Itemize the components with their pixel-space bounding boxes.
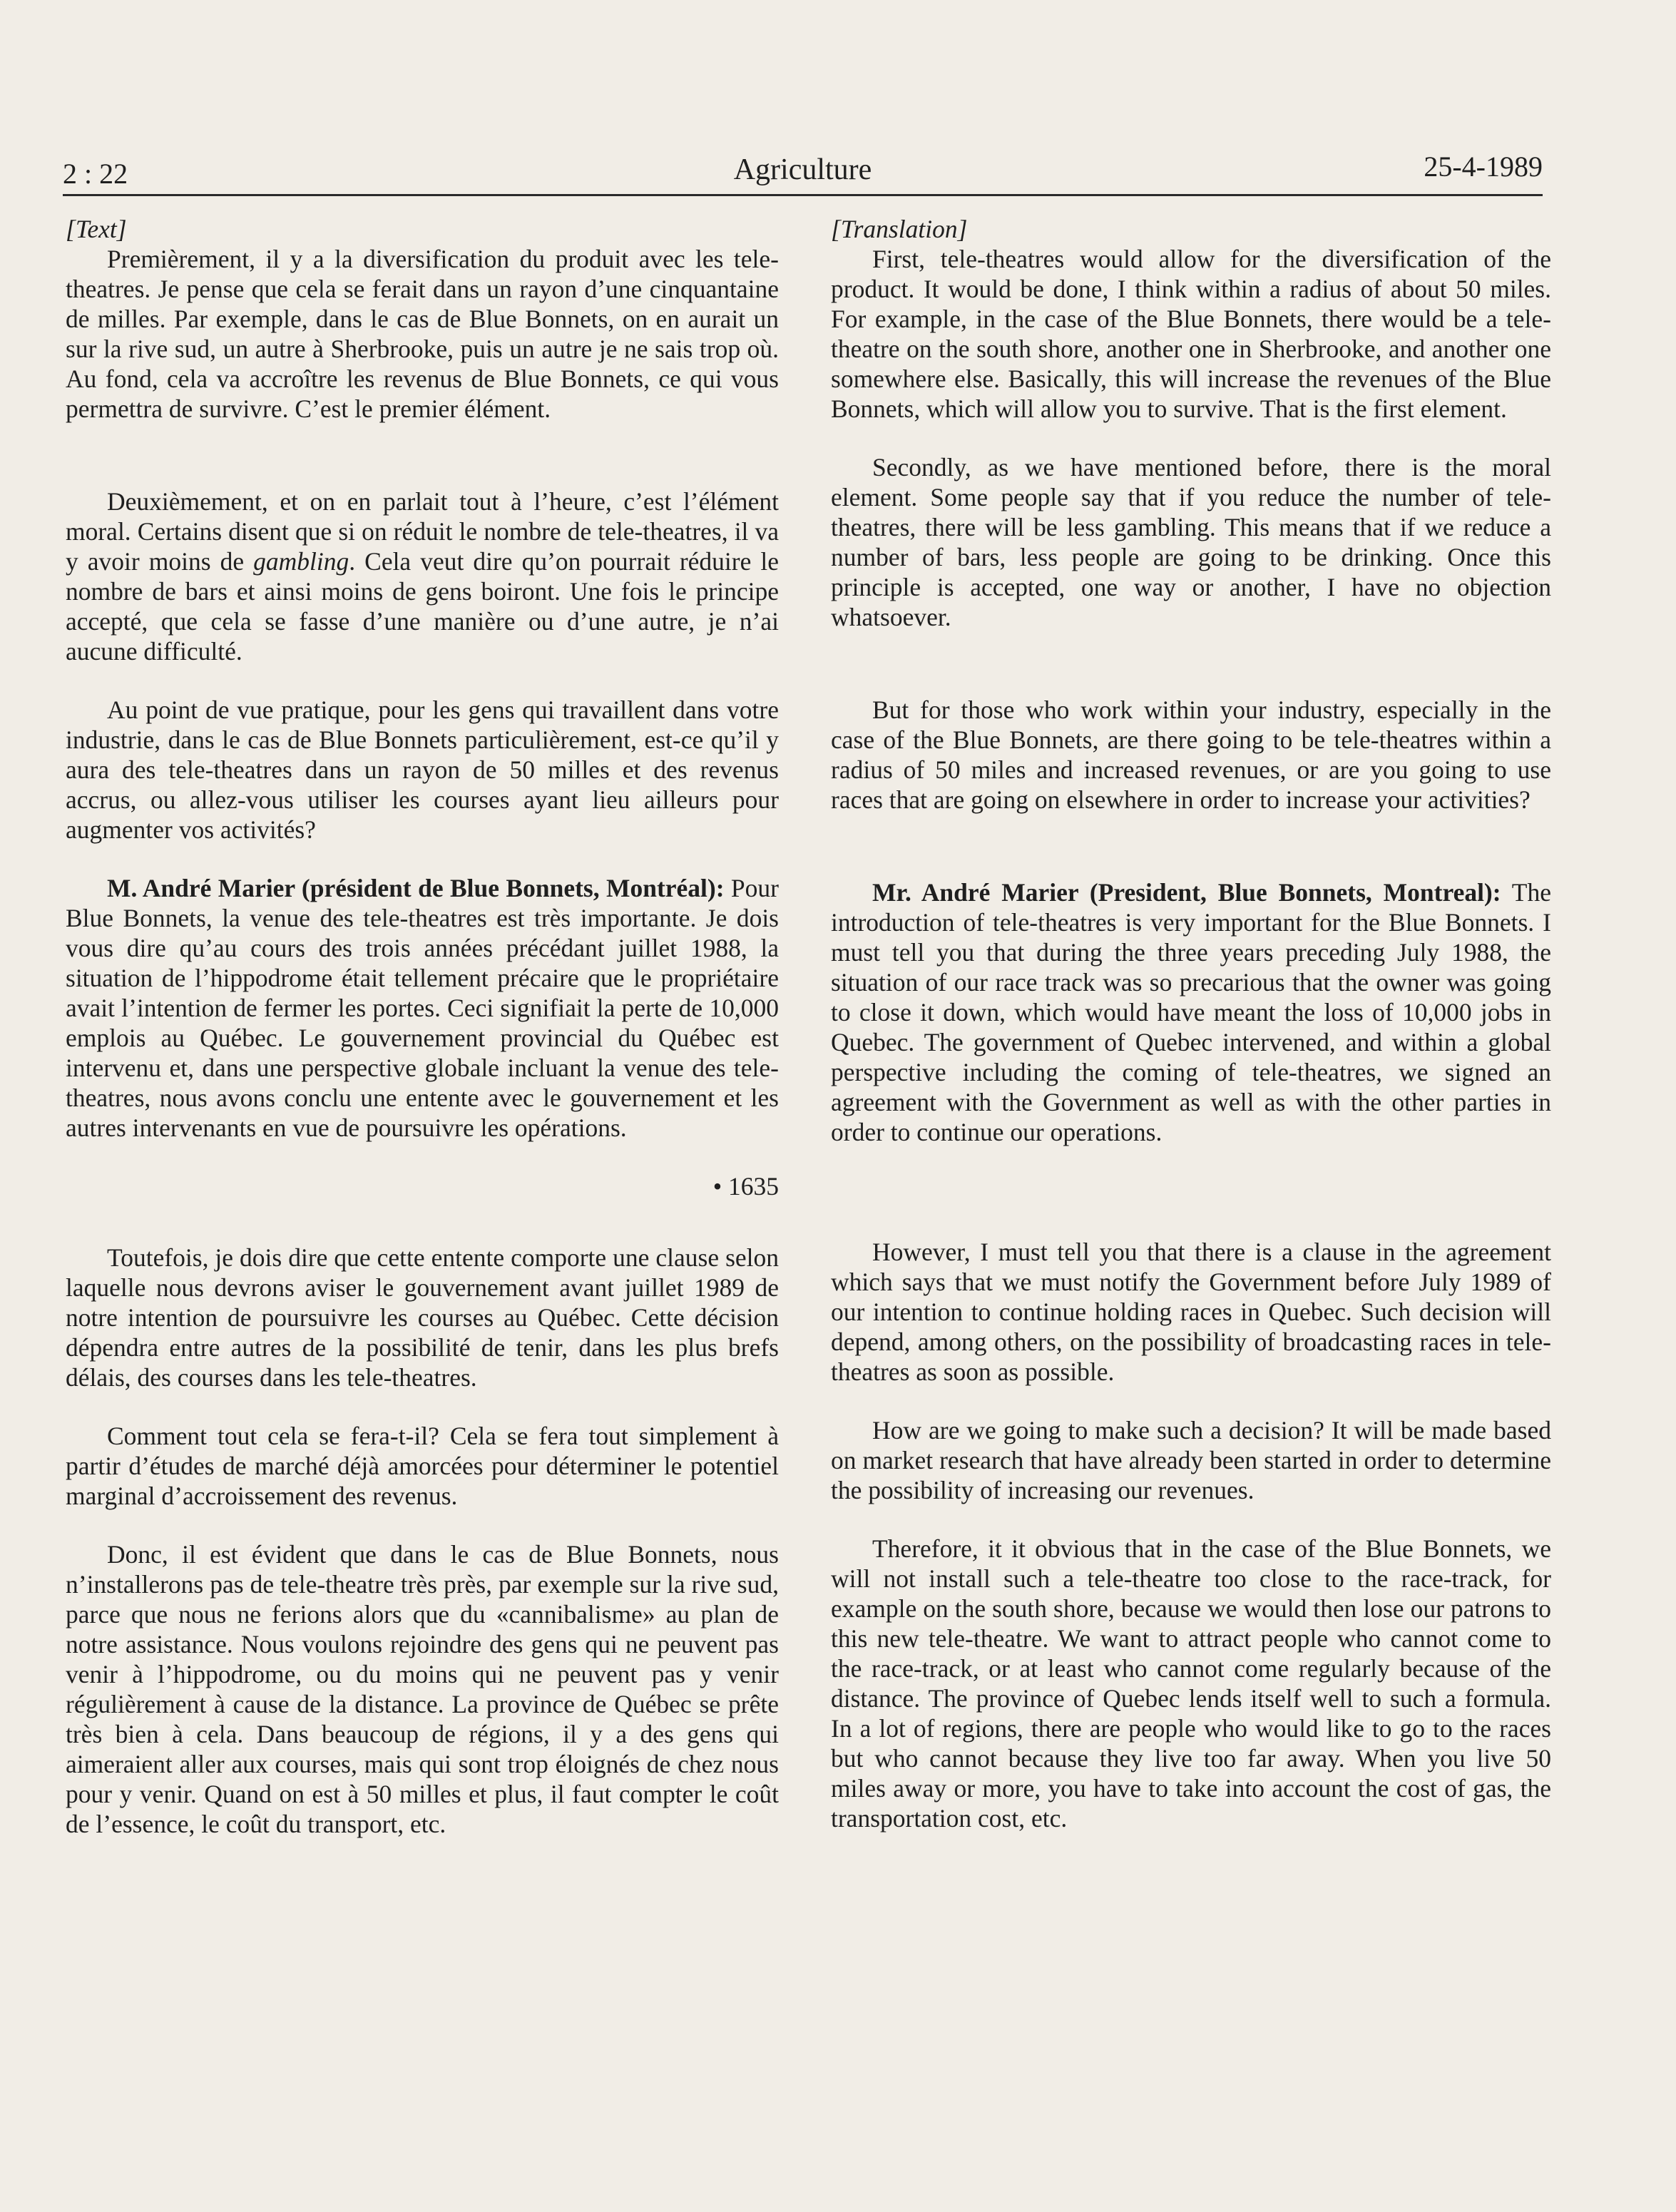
fr-paragraph-5: Toutefois, je dois dire que cette entente comporte une clause selon laquelle nous devrons aviser le gouvernement avant juillet 1989 de notre intention de poursuivre les courses au Québec. Cette décision dépendra entre autres de la possibilité de tenir, dans les plus brefs délais, des courses dans les tele-theatres. xyxy=(66,1243,779,1392)
text-tag: [Text] xyxy=(66,215,127,243)
en-paragraph-1: First, tele-theatres would allow for the diversification of the product. It would be done, I think within a radius of about 50 miles. For example, in the case of the Blue Bonnets, there would be a tele-theatre on the south shore, another one in Sherbrooke, and another one somewhere else. Basically, this will increase the revenues of the Blue Bonnets, which will allow you to survive. That is the first element. xyxy=(831,245,1551,423)
fr-paragraph-7: Donc, il est évident que dans le cas de Blue Bonnets, nous n’installerons pas de tele-theatre très près, par exemple sur la rive sud, parce que nous ne ferions alors que du «cannibalisme» au plan de notre assistance. Nous voulons rejoindre des gens qui ne peuvent pas venir à l’hippodrome, ou du moins qui ne peuvent pas y venir régulièrement à cause de la distance. La province de Québec se prête très bien à cela. Dans beaucoup de régions, il y a des gens qui aimeraient aller aux courses, mais qui sont trop éloignés de chez nous pour y venir. Quand on est à 50 milles et plus, il faut compter le coût de l’essence, le coût du transport, etc. xyxy=(66,1540,779,1838)
page-header xyxy=(63,150,1543,196)
fr-paragraph-6: Comment tout cela se fera-t-il? Cela se fera tout simplement à partir d’études de marché déjà amorcées pour déterminer le potentiel marginal d’accroissement des revenus. xyxy=(66,1422,779,1510)
fr-paragraph-2: Deuxièmement, et on en parlait tout à l’heure, c’est l’élément moral. Certains disent que si on réduit le nombre de tele-theatres, il va y avoir moins de gambling. Cela veut dire qu’on pourrait réduire le nombre de bars et ainsi moins de gens boiront. Une fois le principe accepté, que cela se fasse d’une manière ou d’une autre, je n’ai aucune difficulté. xyxy=(66,487,780,666)
page-number: 2 : 22 xyxy=(63,158,128,190)
time-marker: • 1635 xyxy=(712,1172,779,1201)
en-speaker: Mr. André Marier (President, Blue Bonnets, Montreal): xyxy=(872,878,1501,907)
en-paragraph-7: Therefore, it it obvious that in the case of the Blue Bonnets, we will not install such a tele-theatre too close to the race-track, for example on the south shore, because we would then lose our patrons to this new tele-theatre. We want to attract people who cannot come to the race-track, or at least who cannot come regularly because of the distance. The province of Quebec lends itself well to such a formula. In a lot of regions, there are people who would like to go to the races but who cannot because they live too far away. When you live 50 miles away or more, you have to take into account the cost of gas, the transportation cost, etc. xyxy=(831,1534,1551,1833)
fr-paragraph-1: Premièrement, il y a la diversification du produit avec les tele-theatres. Je pense que cela se ferait dans un rayon d’une cinquantaine de milles. Par exemple, dans le cas de Blue Bonnets, on en aurait un sur la rive sud, un autre à Sherbrooke, puis un autre je ne sais trop où. Au fond, cela va accroître les revenus de Blue Bonnets, ce qui vous permettra de survivre. C’est le premier élément. xyxy=(66,245,779,423)
fr-speaker: M. André Marier (président de Blue Bonnets, Montréal): xyxy=(107,874,725,902)
english-column xyxy=(831,214,1551,1862)
french-column xyxy=(66,214,779,1867)
en-paragraph-2: Secondly, as we have mentioned before, there is the moral element. Some people say that if you reduce the number of tele-theatres, there will be less gambling. This means that if we reduce a number of bars, less people are going to be drinking. Once this principle is accepted, one way or another, I have no objection whatsoever. xyxy=(831,453,1551,631)
en-paragraph-6: How are we going to make such a decision? It will be made based on market research that have already been started in order to determine the possibility of increasing our revenues. xyxy=(831,1416,1551,1504)
fr-paragraph-3: Au point de vue pratique, pour les gens qui travaillent dans votre industrie, dans le cas de Blue Bonnets particulièrement, est-ce qu’il y aura des tele-theatres dans un rayon de 50 milles et des revenus accrus, ou allez-vous utiliser les courses ayant lieu ailleurs pour augmenter vos activités? xyxy=(66,695,779,844)
en-paragraph-3: But for those who work within your industry, especially in the case of the Blue Bonnets, are there going to be tele-theatres within a radius of 50 miles and increased revenues, or are you going to use races that are going on elsewhere in order to increase your activities? xyxy=(831,695,1551,814)
fr-paragraph-4: M. André Marier (président de Blue Bonnets, Montréal): Pour Blue Bonnets, la venue des tele-theatres est très importante. Je dois vous dire qu’au cours des trois années précédant juillet 1988, la situation de l’hippodrome était tellement précaire que le propriétaire avait l’intention de fermer les portes. Ceci signifiait la perte de 10,000 emplois au Québec. Le gouvernement provincial du Québec est intervenu et, dans une perspective globale incluant la venue des tele-theatres, nous avons conclu une entente avec le gouvernement et les autres intervenants en vue de poursuivre les opérations. xyxy=(66,874,779,1142)
page-date: 25-4-1989 xyxy=(1424,151,1543,183)
en-paragraph-5: However, I must tell you that there is a clause in the agreement which says that we must notify the Government before July 1989 of our intention to continue holding races in Quebec. Such decision will depend, among others, on the possibility of broadcasting races in tele-theatres as soon as possible. xyxy=(831,1238,1551,1386)
translation-tag: [Translation] xyxy=(831,215,968,243)
page-title: Agriculture xyxy=(733,153,872,186)
en-paragraph-4: Mr. André Marier (President, Blue Bonnets, Montreal): The introduction of tele-theatres is very important for the Blue Bonnets. I must tell you that during the three years preceding July 1988, the situation of our race track was so precarious that the owner was going to close it down, which would have meant the loss of 10,000 jobs in Quebec. The government of Quebec intervened, and within a global perspective including the coming of tele-theatres, we signed an agreement with the Government as well as with the other parties in order to continue our operations. xyxy=(831,878,1551,1146)
